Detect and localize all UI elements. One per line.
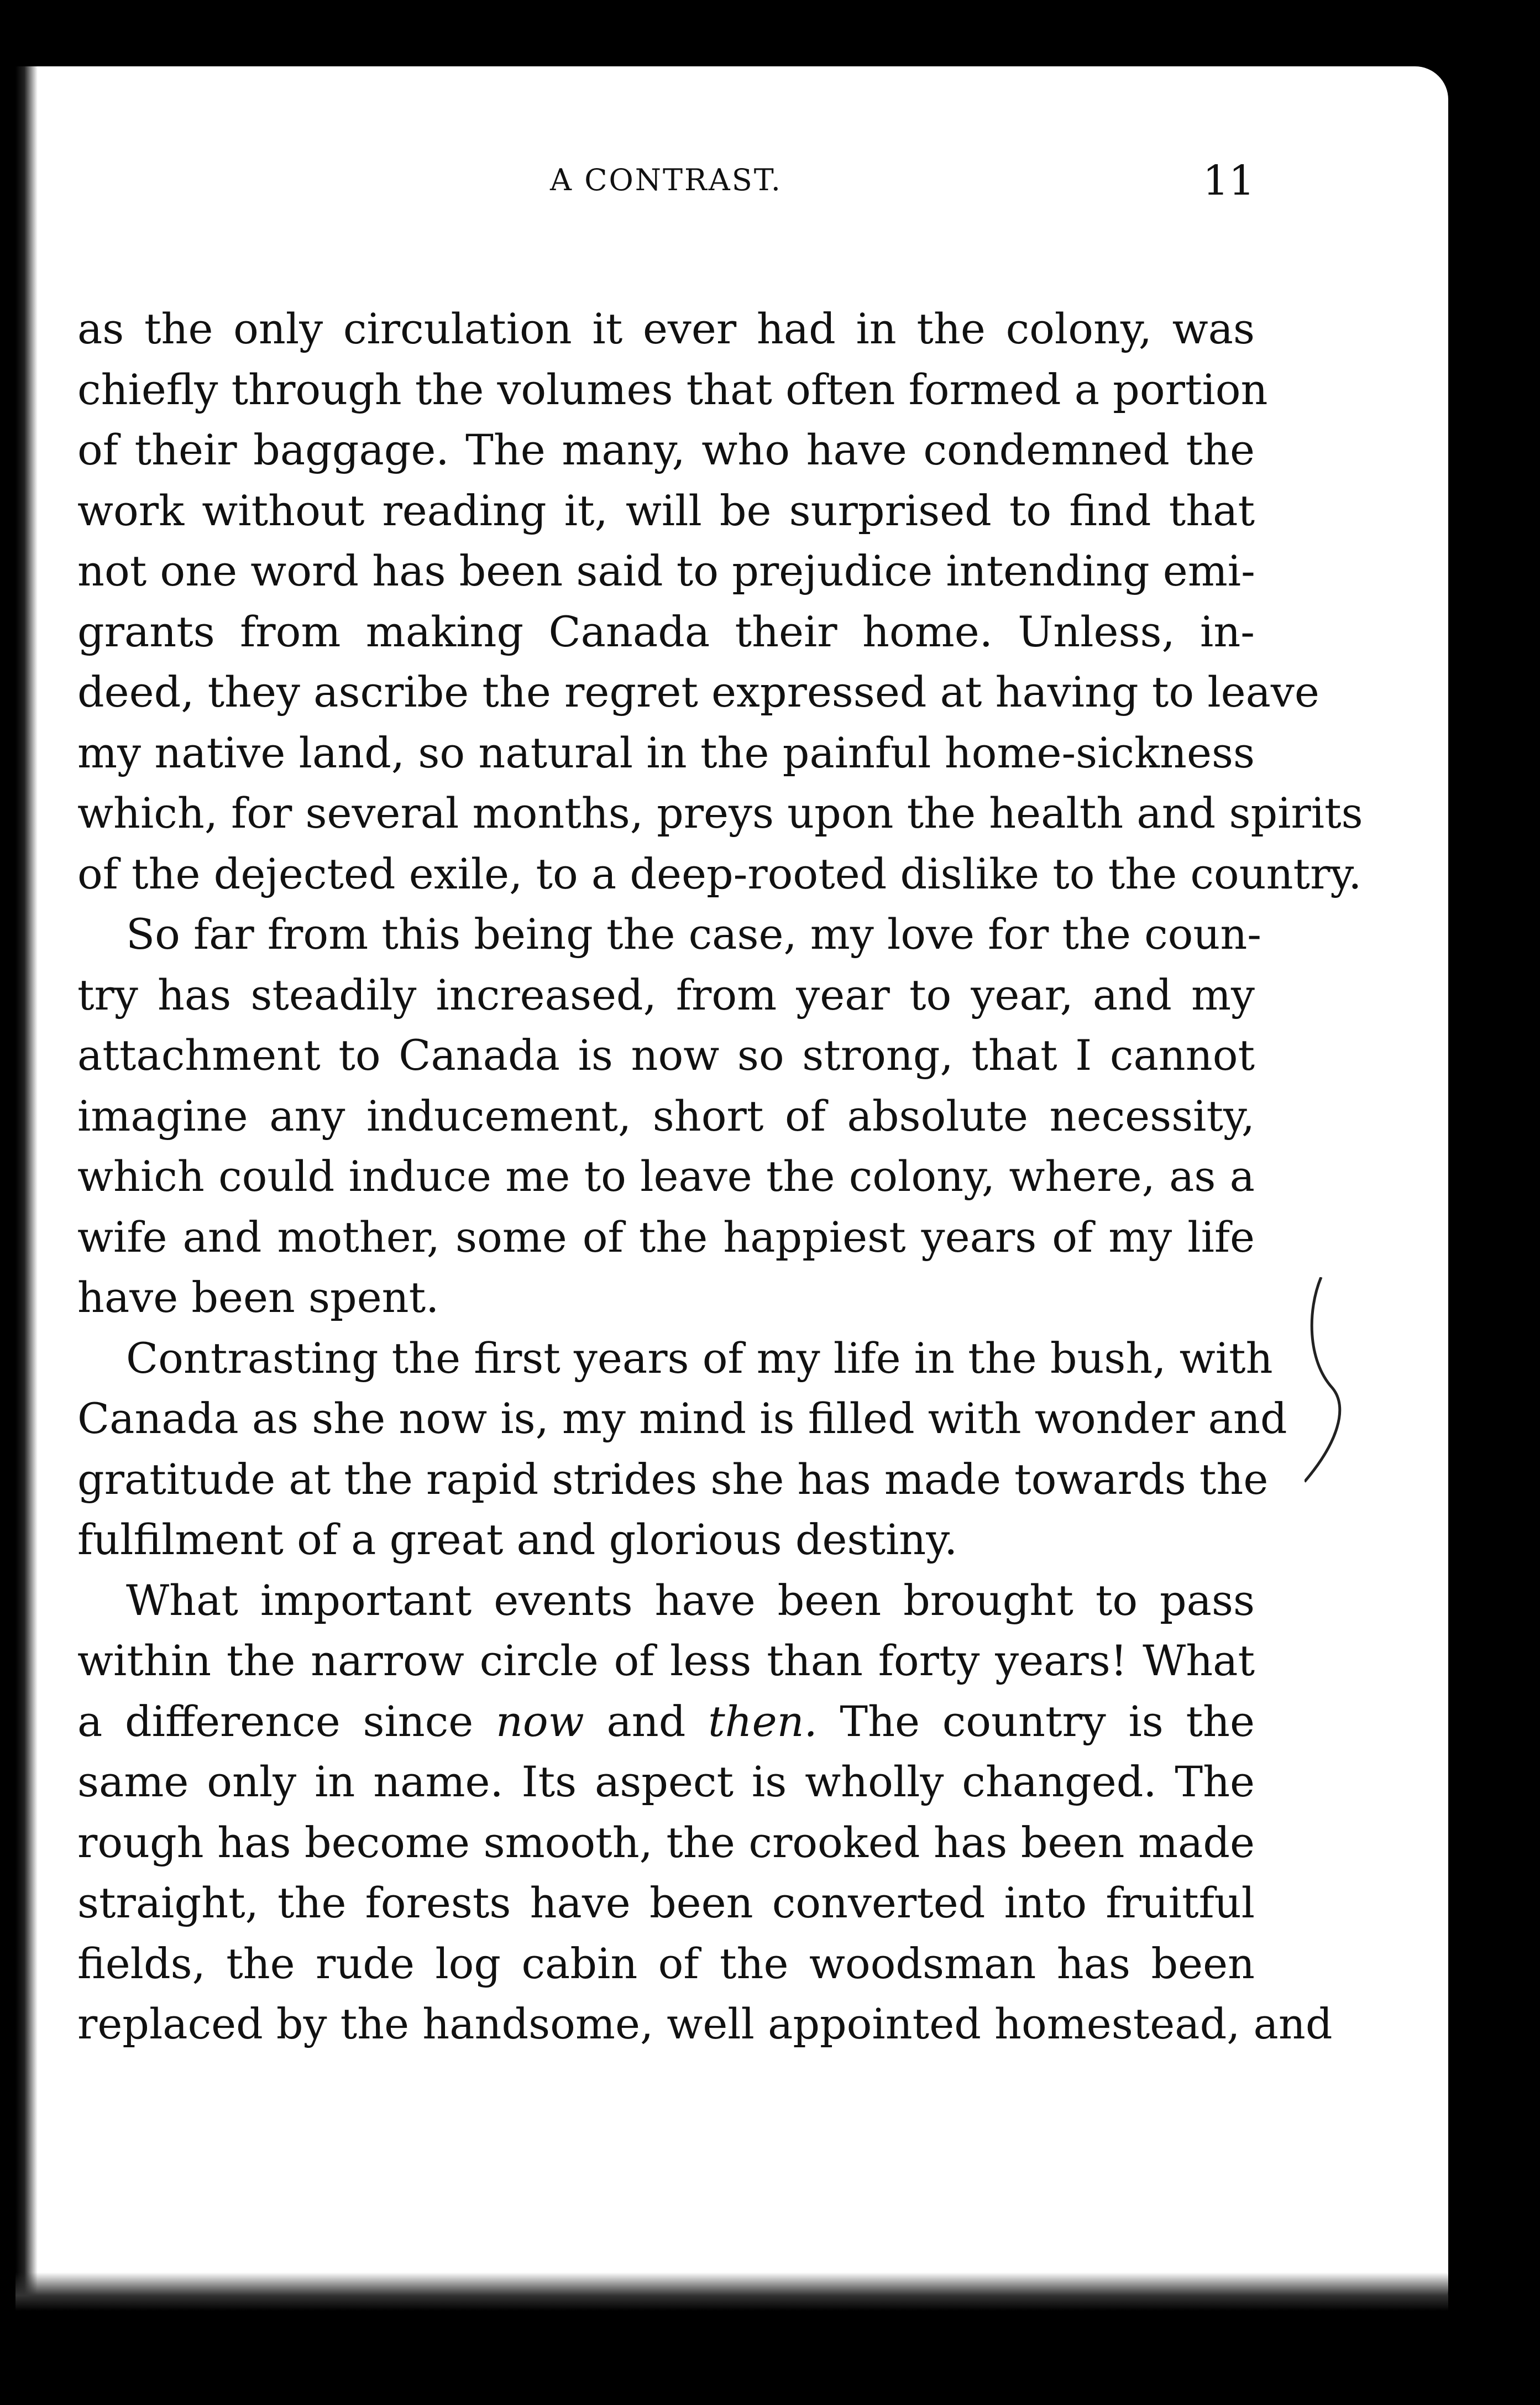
text-line: grants from making Canada their home. Unless, in- <box>77 607 1255 656</box>
page-header <box>77 157 1255 218</box>
text-run: The country is the <box>840 1696 1255 1746</box>
text-line: Contrasting the first years of my life in the bush, with <box>126 1333 1273 1383</box>
text-line: wife and mother, some of the happiest years of my life <box>77 1212 1255 1262</box>
italic-word-now: now <box>495 1696 584 1746</box>
paragraph <box>77 1328 1287 1570</box>
scan-shadow-bottom <box>15 2272 1448 2311</box>
text-line: gratitude at the rapid strides she has made towards the <box>77 1454 1269 1504</box>
text-line: work without reading it, will be surprised to find that <box>77 485 1255 535</box>
margin-bracket-mark <box>1305 1277 1371 1487</box>
text-line: not one word has been said to prejudice intending emi- <box>77 546 1255 595</box>
text-line: fulfilment of a great and glorious destiny. <box>77 1515 958 1564</box>
paragraph <box>77 1570 1333 2054</box>
paragraph <box>77 904 1261 1328</box>
running-head: A CONTRAST. <box>550 163 782 197</box>
body-text <box>77 299 1363 2054</box>
page-number: 11 <box>1202 157 1255 205</box>
text-line: What important events have been brought to pass <box>126 1575 1255 1625</box>
text-line: straight, the forests have been converted into fruitful <box>77 1878 1255 1927</box>
text-line: chiefly through the volumes that often formed a portion <box>77 364 1268 414</box>
text-line: as the only circulation it ever had in the colony, was <box>77 304 1255 353</box>
text-line: So far from this being the case, my love for the coun- <box>126 909 1261 959</box>
text-line: which, for several months, preys upon the health and spirits <box>77 788 1363 838</box>
text-line: within the narrow circle of less than forty years! What <box>77 1636 1255 1685</box>
text-line: replaced by the handsome, well appointed homestead, and <box>77 1999 1333 2048</box>
text-line: which could induce me to leave the colony, where, as a <box>77 1152 1255 1201</box>
text-line: try has steadily increased, from year to year, and my <box>77 970 1255 1019</box>
text-line: rough has become smooth, the crooked has been made <box>77 1817 1255 1867</box>
text-line: deed, they ascribe the regret expressed at having to leave <box>77 667 1319 717</box>
italic-word-then: then. <box>708 1696 818 1746</box>
text-line: imagine any inducement, short of absolute necessity, <box>77 1091 1255 1141</box>
text-run: and <box>606 1696 686 1746</box>
scan-shadow-left <box>15 66 38 2311</box>
text-run: a difference since <box>77 1696 474 1746</box>
text-line: attachment to Canada is now so strong, that I cannot <box>77 1031 1255 1080</box>
text-line: same only in name. Its aspect is wholly changed. The <box>77 1757 1255 1806</box>
text-line: of their baggage. The many, who have condemned the <box>77 425 1255 474</box>
text-line: of the dejected exile, to a deep-rooted dislike to the country. <box>77 849 1362 898</box>
text-line: Canada as she now is, my mind is filled with wonder and <box>77 1394 1287 1443</box>
paragraph <box>77 299 1363 904</box>
text-line <box>77 1691 1255 1752</box>
text-line: have been spent. <box>77 1273 439 1322</box>
text-line: fields, the rude log cabin of the woodsman has been <box>77 1938 1255 1988</box>
text-line: my native land, so natural in the painful home-sickness <box>77 728 1255 777</box>
